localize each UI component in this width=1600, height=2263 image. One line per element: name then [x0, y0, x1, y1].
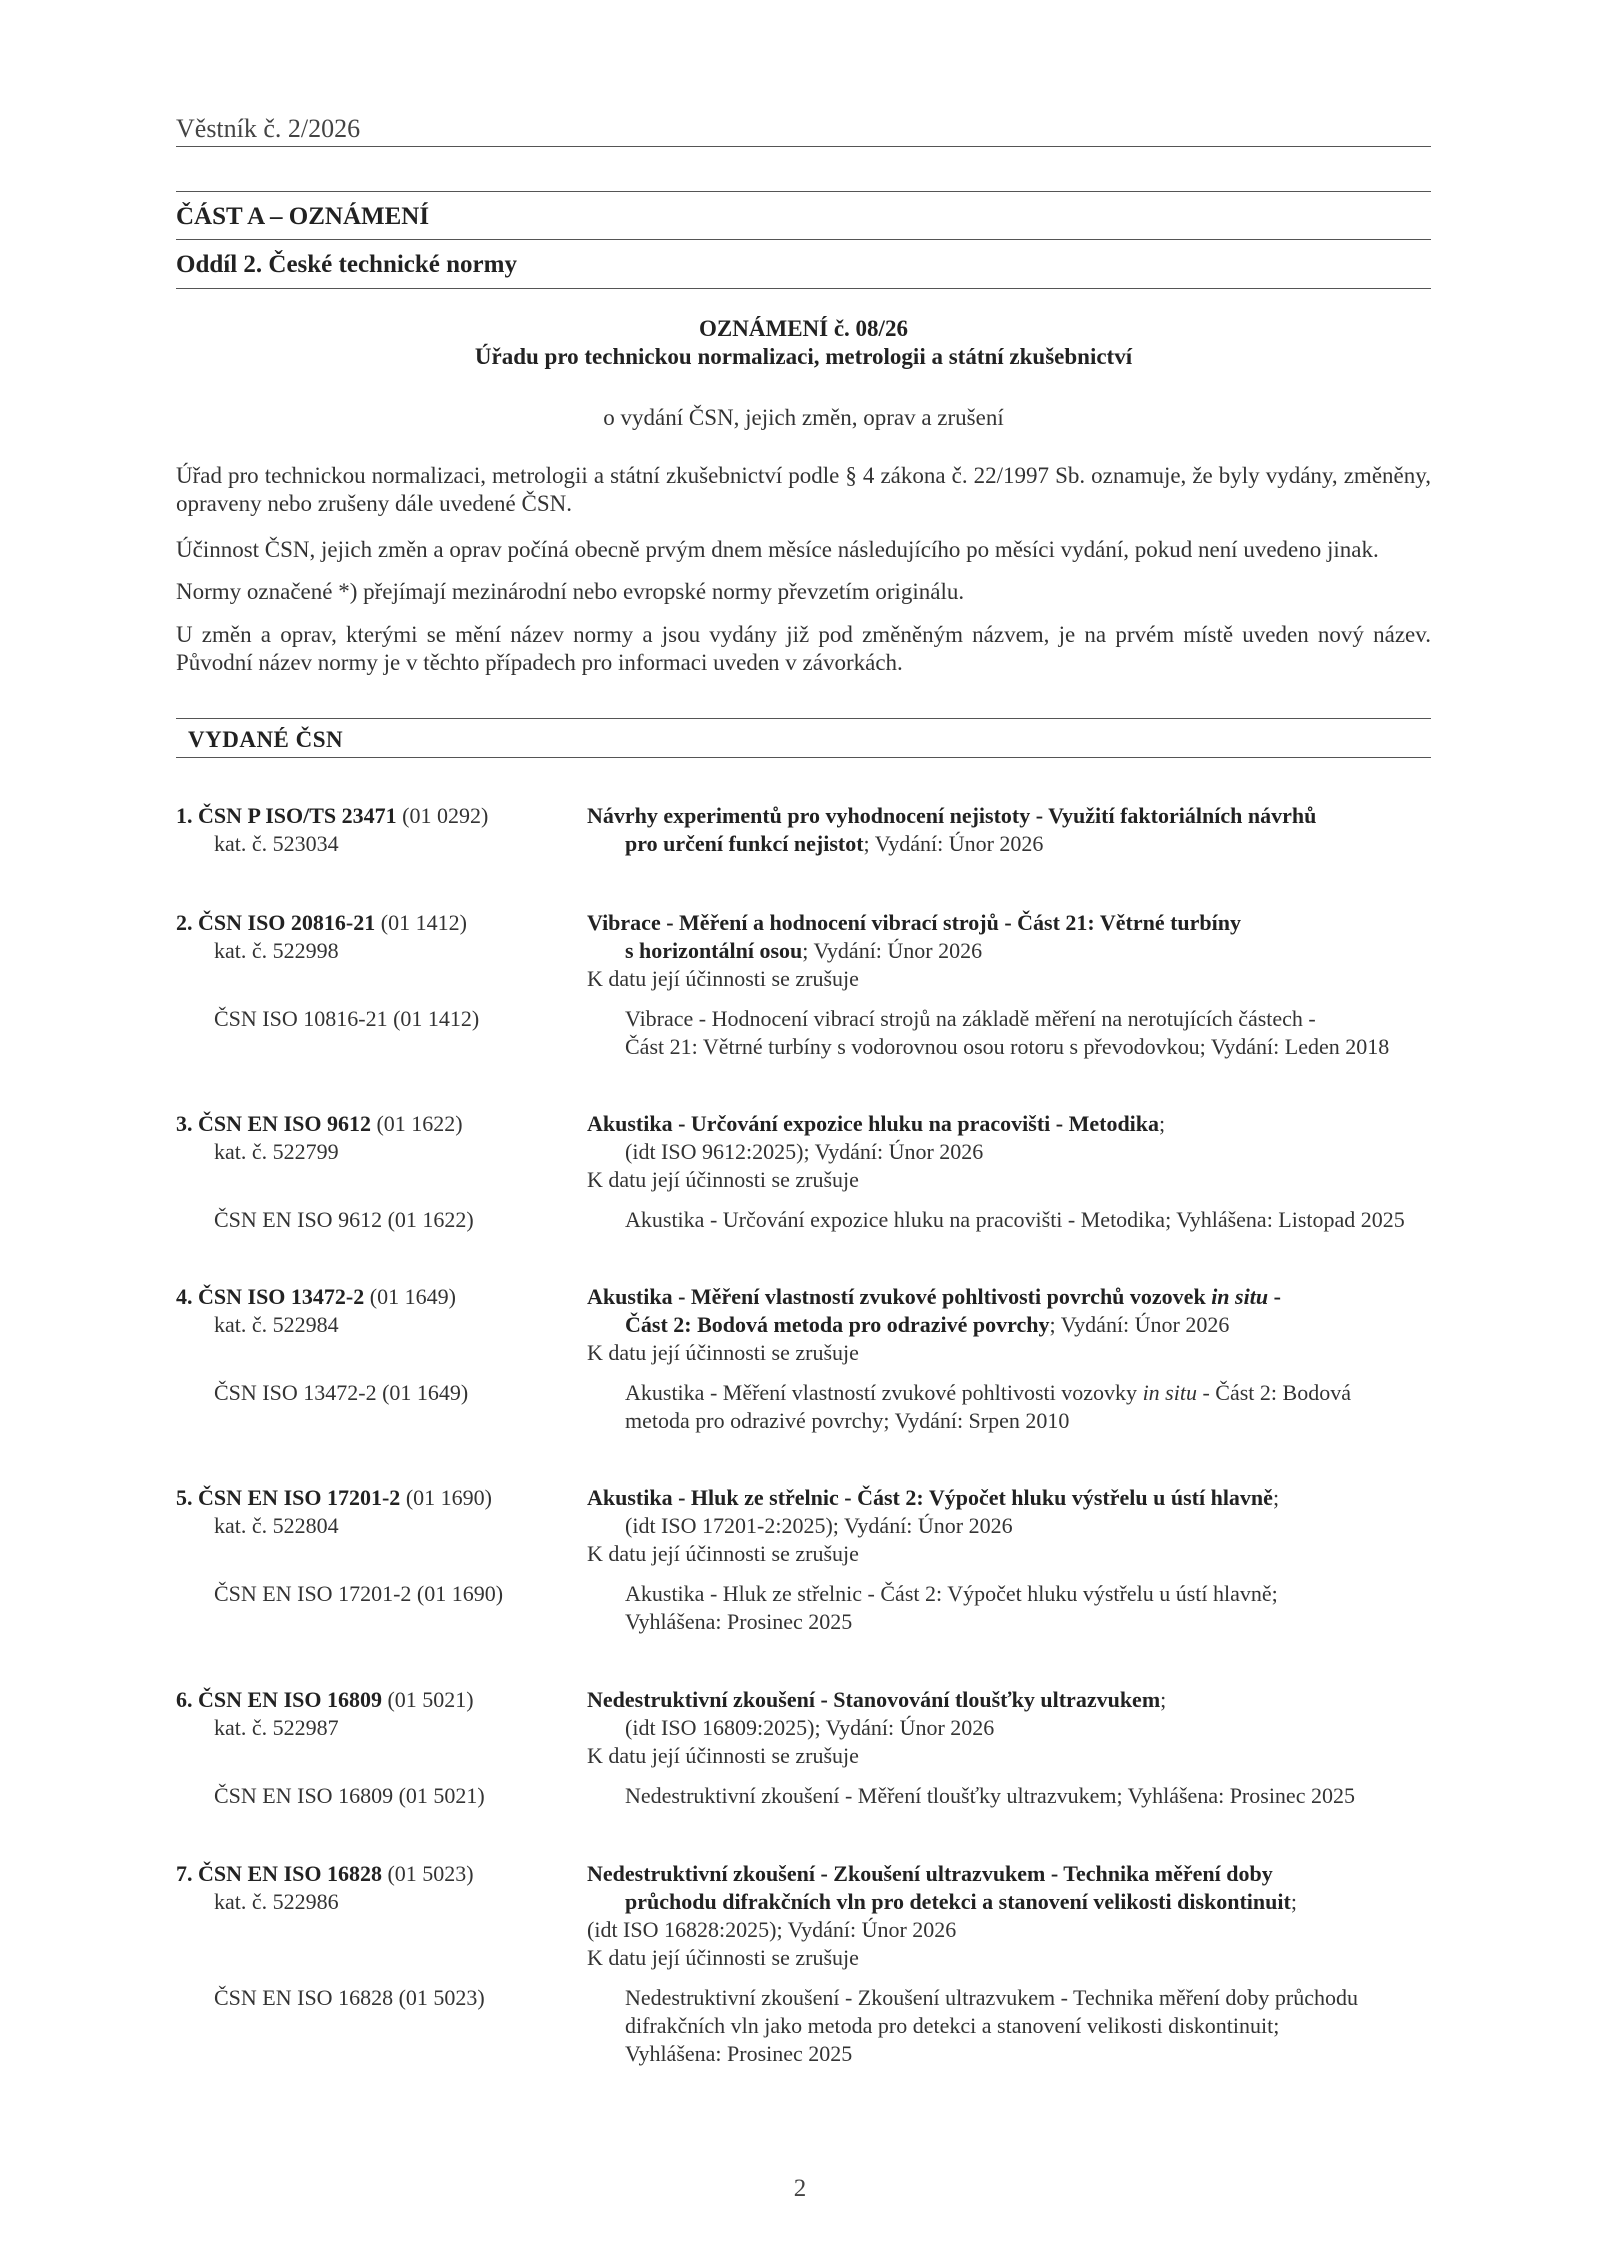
- entry-catalog: kat. č. 523034: [214, 831, 339, 856]
- replaced-code: ČSN ISO 13472-2 (01 1649): [214, 1380, 469, 1405]
- entry-release: (idt ISO 16828:2025); Vydání: Únor 2026: [587, 1917, 957, 1942]
- issued-section-label: VYDANÉ ČSN: [188, 727, 344, 752]
- standard-entry: 1. ČSN P ISO/TS 23471 (01 0292) Návrhy experimentů pro vyhodnocení nejistoty - Využití faktoriálních návrhů kat. č. 523034 pro určení funkcí nejistot; Vydání: Únor 2026: [176, 802, 1431, 858]
- entry-catalog: kat. č. 522804: [214, 1513, 339, 1538]
- entry-designation: 6. ČSN EN ISO 16809 (01 5021): [176, 1687, 474, 1712]
- replaced-standard: ČSN EN ISO 9612 (01 1622) Akustika - Určování expozice hluku na pracovišti - Metodika; Vyhlášena: Listopad 2025: [176, 1206, 1431, 1234]
- bulletin-header: Věstník č. 2/2026: [176, 114, 361, 143]
- intro-paragraph: Normy označené *) přejímají mezinárodní nebo evropské normy převzetím originálu.: [176, 579, 965, 604]
- entry-designation: 4. ČSN ISO 13472-2 (01 1649): [176, 1284, 456, 1309]
- standard-entry: 4. ČSN ISO 13472-2 (01 1649) Akustika - Měření vlastností zvukové pohltivosti povrchů vozovek in situ - kat. č. 522984 Část 2: Bodová metoda pro odrazivé povrchy; Vydání: Únor 2026 K datu její účinnosti se zrušuje ČSN ISO 13472-2 (01 1649) Akustika - Měření vlastností zvukové pohltivosti vozovky in situ - Část 2: Bodová metoda pro odrazivé povrchy; Vydání: Srpen 2010: [176, 1283, 1431, 1435]
- part-divider-top: [176, 191, 1431, 192]
- entry-catalog: kat. č. 522799: [214, 1139, 339, 1164]
- replaced-standard: ČSN ISO 13472-2 (01 1649) Akustika - Měření vlastností zvukové pohltivosti vozovky in situ - Část 2: Bodová metoda pro odrazivé povrchy; Vydání: Srpen 2010: [176, 1379, 1431, 1435]
- entry-release: ; Vydání: Únor 2026: [1049, 1312, 1230, 1337]
- replaced-standard: ČSN ISO 10816-21 (01 1412) Vibrace - Hodnocení vibrací strojů na základě měření na nerotujících částech - Část 21: Větrné turbíny s vodorovnou osou rotoru s převodovkou; Vydání: Leden 2018: [176, 1005, 1431, 1061]
- issued-divider-bottom: [176, 757, 1431, 758]
- entry-designation: 5. ČSN EN ISO 17201-2 (01 1690): [176, 1485, 492, 1510]
- page-number: 2: [793, 2175, 807, 2202]
- cancel-note: K datu její účinnosti se zrušuje: [587, 966, 859, 991]
- entry-designation: 3. ČSN EN ISO 9612 (01 1622): [176, 1111, 463, 1136]
- entry-catalog: kat. č. 522987: [214, 1715, 339, 1740]
- replaced-code: ČSN EN ISO 16809 (01 5021): [214, 1783, 485, 1808]
- entry-title: Návrhy experimentů pro vyhodnocení nejistoty - Využití faktoriálních návrhů: [587, 803, 1317, 828]
- entry-release: (idt ISO 17201-2:2025); Vydání: Únor 2026: [625, 1513, 1013, 1538]
- entry-title: Akustika - Určování expozice hluku na pracovišti - Metodika;: [587, 1111, 1166, 1136]
- cancel-note: K datu její účinnosti se zrušuje: [587, 1340, 859, 1365]
- entry-designation: 7. ČSN EN ISO 16828 (01 5023): [176, 1861, 474, 1886]
- replaced-code: ČSN EN ISO 16828 (01 5023): [214, 1985, 485, 2010]
- replaced-standard: ČSN EN ISO 16809 (01 5021) Nedestruktivní zkoušení - Měření tloušťky ultrazvukem; Vyhlášena: Prosinec 2025: [176, 1782, 1431, 1810]
- entry-title: Nedestruktivní zkoušení - Stanovování tloušťky ultrazvukem;: [587, 1687, 1167, 1712]
- standard-entry: [176, 1110, 1431, 1234]
- intro-paragraph: Účinnost ČSN, jejich změn a oprav počíná obecně prvým dnem měsíce následujícího po měsíci vydání, pokud není uvedeno jinak.: [176, 537, 1379, 562]
- part-divider-bottom: [176, 239, 1431, 240]
- entry-release: ; Vydání: Únor 2026: [863, 831, 1044, 856]
- replaced-standard: ČSN EN ISO 17201-2 (01 1690) Akustika - Hluk ze střelnic - Část 2: Výpočet hluku výstřelu u ústí hlavně; Vyhlášena: Prosinec 2025: [176, 1580, 1431, 1636]
- issued-divider-top: [176, 718, 1431, 719]
- entry-catalog: kat. č. 522984: [214, 1312, 339, 1337]
- replaced-standard: ČSN EN ISO 16828 (01 5023) Nedestruktivní zkoušení - Zkoušení ultrazvukem - Technika měření doby průchodu difrakčních vln jako metoda pro detekci a stanovení velikosti diskontinuit; Vyhlášena: Prosinec 2025: [176, 1984, 1431, 2068]
- announcement-subject: o vydání ČSN, jejich změn, oprav a zrušení: [603, 405, 1004, 430]
- entry-catalog: kat. č. 522998: [214, 938, 339, 963]
- entry-catalog: kat. č. 522986: [214, 1889, 339, 1914]
- part-heading: ČÁST A – OZNÁMENÍ: [176, 203, 430, 230]
- intro-paragraph: Úřad pro technickou normalizaci, metrologii a státní zkušebnictví podle § 4 zákona č. 22/1997 Sb. oznamuje, že byly vydány, změněny, opraveny nebo zrušeny dále uvedené ČSN.: [176, 463, 1431, 516]
- standard-entry: [176, 1484, 1431, 1636]
- announcement-authority: Úřadu pro technickou normalizaci, metrologii a státní zkušebnictví: [474, 344, 1133, 369]
- entry-title: Akustika - Hluk ze střelnic - Část 2: Výpočet hluku výstřelu u ústí hlavně;: [587, 1485, 1280, 1510]
- entry-title: Vibrace - Měření a hodnocení vibrací strojů - Část 21: Větrné turbíny: [587, 910, 1242, 935]
- replaced-code: ČSN EN ISO 9612 (01 1622): [214, 1207, 474, 1232]
- cancel-note: K datu její účinnosti se zrušuje: [587, 1167, 859, 1192]
- entry-release: (idt ISO 9612:2025); Vydání: Únor 2026: [625, 1139, 984, 1164]
- replaced-code: ČSN ISO 10816-21 (01 1412): [214, 1006, 480, 1031]
- header-divider: [176, 146, 1431, 147]
- cancel-note: K datu její účinnosti se zrušuje: [587, 1541, 859, 1566]
- entry-designation: 2. ČSN ISO 20816-21 (01 1412): [176, 910, 467, 935]
- intro-paragraph: U změn a oprav, kterými se mění název normy a jsou vydány již pod změněným názvem, je na prvém místě uveden nový název. Původní název normy je v těchto případech pro informaci uveden v závorkách.: [176, 622, 1431, 675]
- entry-title: Nedestruktivní zkoušení - Zkoušení ultrazvukem - Technika měření doby: [587, 1861, 1273, 1886]
- entry-title: Akustika - Měření vlastností zvukové pohltivosti povrchů vozovek in situ -: [587, 1284, 1281, 1309]
- cancel-note: K datu její účinnosti se zrušuje: [587, 1743, 859, 1768]
- standard-entry: 2. ČSN ISO 20816-21 (01 1412) Vibrace - Měření a hodnocení vibrací strojů - Část 21: Větrné turbíny kat. č. 522998 s horizontální osou; Vydání: Únor 2026 K datu její účinnosti se zrušuje ČSN ISO 10816-21 (01 1412) Vibrace - Hodnocení vibrací strojů na základě měření na nerotujících částech - Část 21: Větrné turbíny s vodorovnou osou rotoru s převodovkou; Vydání: Leden 2018: [176, 909, 1431, 1061]
- standard-entry: [176, 1686, 1431, 1810]
- section-heading: Oddíl 2. České technické normy: [176, 251, 517, 278]
- entry-designation: 1. ČSN P ISO/TS 23471 (01 0292): [176, 803, 489, 828]
- entry-release: (idt ISO 16809:2025); Vydání: Únor 2026: [625, 1715, 995, 1740]
- announcement-number: OZNÁMENÍ č. 08/26: [699, 316, 908, 341]
- cancel-note: K datu její účinnosti se zrušuje: [587, 1945, 859, 1970]
- entry-release: ; Vydání: Únor 2026: [802, 938, 983, 963]
- standard-entry: 7. ČSN EN ISO 16828 (01 5023) Nedestruktivní zkoušení - Zkoušení ultrazvukem - Technika měření doby kat. č. 522986 průchodu difrakčních vln pro detekci a stanovení velikosti diskontinuit; (idt ISO 16828:2025); Vydání: Únor 2026 K datu její účinnosti se zrušuje ČSN EN ISO 16828 (01 5023) Nedestruktivní zkoušení - Zkoušení ultrazvukem - Technika měření doby průchodu difrakčních vln jako metoda pro detekci a stanovení velikosti diskontinuit; Vyhlášena: Prosinec 2025: [176, 1860, 1431, 2068]
- replaced-code: ČSN EN ISO 17201-2 (01 1690): [214, 1581, 504, 1606]
- section-divider: [176, 288, 1431, 289]
